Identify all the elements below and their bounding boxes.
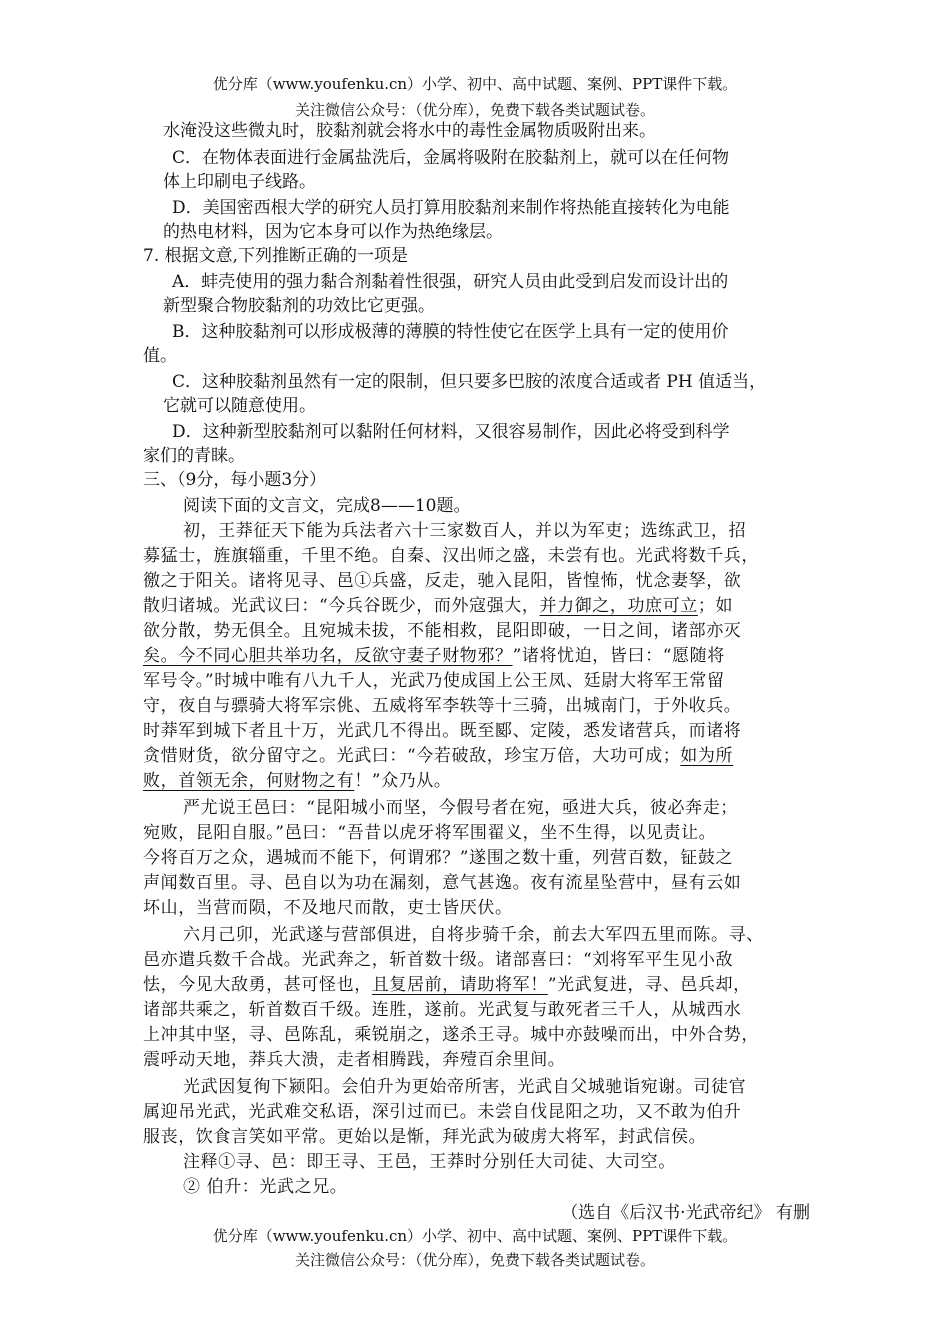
passage-line: 初，王莽征天下能为兵法者六十三家数百人，并以为军吏；选练武卫，招 xyxy=(183,521,747,541)
passage-line: 守，夜自与骠骑大将军宗佻、五威将军李轶等十三骑，出城南门，于外收兵。 xyxy=(143,696,742,716)
passage-line: 军号令。”时城中唯有八九千人，光武乃使成国上公王凤、廷尉大将军王常留 xyxy=(143,671,725,691)
underlined-sentence: 矣。今不同心胆共举功名，反欲守妻子财物邪？ xyxy=(143,646,513,666)
passage-line: 时莽军到城下者且十万，光武几不得出。既至郾、定陵，悉发诸营兵，而诸将 xyxy=(143,721,742,741)
passage-line: 属迎吊光武，光武难交私语，深引过而已。未尝自伐昆阳之功，又不敢为伯升 xyxy=(143,1102,742,1122)
passage-line xyxy=(143,594,733,618)
header-line-2: 关注微信公众号：（优分库），免费下载各类试题试卷。 xyxy=(294,101,655,119)
passage-source: （选自《后汉书·光武帝纪》 有删 xyxy=(561,1203,810,1223)
passage-text: ”诸将忧迫，皆曰：“愿随将 xyxy=(512,646,725,666)
passage-line: 募猛士，旌旗辎重，千里不绝。自秦、汉出师之盛，未尝有也。光武将数千兵， xyxy=(143,546,759,566)
passage-text: 怯，今见大敌勇，甚可怪也， xyxy=(143,975,372,995)
passage-line: 宛败，昆阳自服。”邑曰：“吾昔以虎牙将军围翟义，坐不生得，以见责让。 xyxy=(143,823,717,843)
annotation-note-2: ② 伯升：光武之兄。 xyxy=(183,1177,348,1197)
passage-text: ！”众乃从。 xyxy=(354,771,452,791)
passage-line: 徼之于阳关。诸将见寻、邑①兵盛，反走，驰入昆阳，皆惶怖，忧念妻孥，欲 xyxy=(143,571,742,591)
passage-line: 今将百万之众，遇城而不能下，何谓邪？”遂围之数十重，列营百数，钲鼓之 xyxy=(143,848,734,868)
footer-line-1: 优分库（www.youfenku.cn）小学、初中、高中试题、案例、PPT课件下载。 xyxy=(212,1227,738,1245)
passage-text: ”光武复进，寻、邑兵却， xyxy=(547,975,751,995)
header-line-1: 优分库（www.youfenku.cn）小学、初中、高中试题、案例、PPT课件下载。 xyxy=(212,75,738,93)
q6-option-c-line-1: C．在物体表面进行金属盐洗后，金属将吸附在胶黏剂上，就可以在任何物 xyxy=(172,148,730,168)
passage-line xyxy=(143,973,751,997)
q7-option-d-line-1: D．这种新型胶黏剂可以黏附任何材料，又很容易制作，因此必将受到科学 xyxy=(172,422,730,442)
q7-option-a-line-2: 新型聚合物胶黏剂的功效比它更强。 xyxy=(163,296,435,316)
q6-option-d-line-1: D．美国密西根大学的研究人员打算用胶黏剂来制作将热能直接转化为电能 xyxy=(172,198,730,218)
section-3-heading: 三、（9分，每小题3分） xyxy=(143,470,327,490)
q6-option-c-line-2: 体上印刷电子线路。 xyxy=(163,172,316,192)
q6-option-b-tail: 水淹没这些微丸时，胶黏剂就会将水中的毒性金属物质吸附出来。 xyxy=(163,121,656,141)
passage-line: 欲分散，势无俱全。且宛城未拔，不能相救，昆阳即破，一日之间，诸部亦灭 xyxy=(143,621,742,641)
q6-option-d-line-2: 的热电材料，因为它本身可以作为热绝缘层。 xyxy=(163,222,503,242)
passage-line: 震呼动天地，莽兵大溃，走者相腾践，奔殪百余里间。 xyxy=(143,1050,566,1070)
passage-line: 严尤说王邑曰：“昆阳城小而坚，今假号者在宛，亟进大兵，彼必奔走； xyxy=(183,798,738,818)
section-3-instruction: 阅读下面的文言文，完成8——10题。 xyxy=(183,496,471,516)
passage-line: 六月己卯，光武遂与营部俱进，自将步骑千余，前去大军四五里而陈。寻、 xyxy=(183,925,764,945)
q7-option-c-line-1: C．这种胶黏剂虽然有一定的限制，但只要多巴胺的浓度合适或者 PH 值适当， xyxy=(172,372,767,392)
passage-text: 贪惜财货，欲分留守之。光武曰：“今若破敌，珍宝万倍，大功可成； xyxy=(143,746,681,766)
passage-line: 诸部共乘之，斩首数百千级。连胜，遂前。光武复与敢死者三千人，从城西水 xyxy=(143,1000,742,1020)
passage-line: 服丧，饮食言笑如平常。更始以是惭，拜光武为破虏大将军，封武信侯。 xyxy=(143,1127,707,1147)
passage-line xyxy=(143,644,725,668)
passage-text: ；如 xyxy=(697,596,734,616)
underlined-sentence: 并力御之，功庶可立 xyxy=(539,596,698,616)
passage-line: 坏山，当营而陨，不及地尺而散，吏士皆厌伏。 xyxy=(143,898,513,918)
underlined-sentence: 败，首领无余，何财物之有 xyxy=(143,771,355,791)
q7-option-a-line-1: A．蚌壳使用的强力黏合剂黏着性很强，研究人员由此受到启发而设计出的 xyxy=(172,272,729,292)
footer-line-2: 关注微信公众号：（优分库），免费下载各类试题试卷。 xyxy=(294,1251,655,1269)
passage-line: 声闻数百里。寻、邑自以为功在漏刻，意气甚逸。夜有流星坠营中，昼有云如 xyxy=(143,873,742,893)
passage-text: 散归诸城。光武议曰：“今兵谷既少，而外寇强大， xyxy=(143,596,540,616)
q7-stem: 7. 根据文意,下列推断正确的一项是 xyxy=(143,246,409,266)
q7-option-b-line-2: 值。 xyxy=(143,346,177,366)
underlined-sentence: 如为所 xyxy=(680,746,734,766)
passage-line: 上冲其中坚，寻、邑陈乱，乘锐崩之，遂杀王寻。城中亦鼓噪而出，中外合势， xyxy=(143,1025,759,1045)
q7-option-b-line-1: B．这种胶黏剂可以形成极薄的薄膜的特性使它在医学上具有一定的使用价 xyxy=(172,322,729,342)
passage-line xyxy=(143,769,452,793)
q7-option-c-line-2: 它就可以随意使用。 xyxy=(163,396,316,416)
annotation-note-1: 注释①寻、邑：即王寻、王邑，王莽时分别任大司徒、大司空。 xyxy=(183,1152,676,1172)
underlined-sentence: 且复居前，请助将军！ xyxy=(371,975,548,995)
passage-line: 光武因复徇下颍阳。会伯升为更始帝所害，光武自父城驰诣宛谢。司徒官 xyxy=(183,1077,747,1097)
passage-line xyxy=(143,744,733,768)
passage-line: 邑亦遣兵数千合战。光武奔之，斩首数十级。诸部喜曰：“刘将军平生见小敌 xyxy=(143,950,734,970)
q7-option-d-line-2: 家们的青睐。 xyxy=(143,446,245,466)
